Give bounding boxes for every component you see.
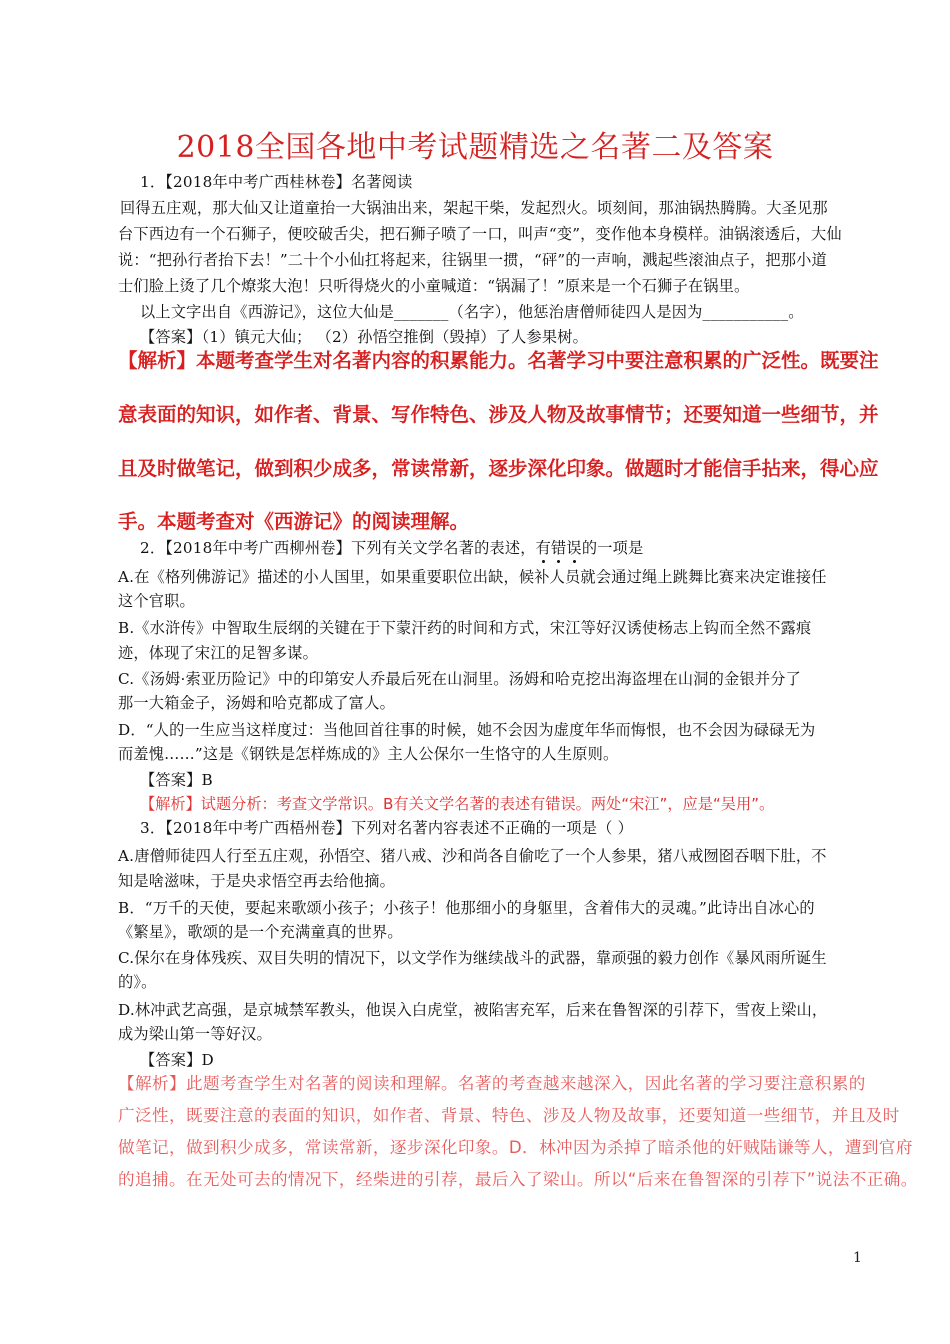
q2-heading-text: 的一项是 xyxy=(581,539,644,557)
q1-passage-line: 回得五庄观，那大仙又让道童抬一大锅油出来，架起干柴，发起烈火。顷刻间，那油锅热腾腾。大圣见那 xyxy=(120,199,828,217)
q1-analysis-line: 且及时做笔记，做到积少成多，常读常新，逐步深化印象。做题时才能信手拈来，得心应 xyxy=(118,457,879,480)
emphasis-dot-char: 有 xyxy=(535,539,552,557)
q1-analysis-line: 手。本题考查对《西游记》的阅读理解。 xyxy=(118,510,470,533)
q2-option-b: B.《水浒传》中智取生辰纲的关键在于下蒙汗药的时间和方式，宋江等好汉诱使杨志上钩而全然不露痕 xyxy=(118,619,812,637)
q2-answer: 【答案】B xyxy=(140,771,213,789)
q3-analysis-line: 广泛性，既要注意的表面的知识，如作者、背景、特色、涉及人物及故事，还要知道一些细节，并且及时 xyxy=(118,1106,900,1125)
q2-option-c-cont: 那一大箱金子，汤姆和哈克都成了富人。 xyxy=(118,694,395,712)
q1-heading: 1．【2018年中考广西桂林卷】名著阅读 xyxy=(140,173,413,191)
q2-option-d-cont: 而羞愧……”这是《钢铁是怎样炼成的》主人公保尔一生恪守的人生原则。 xyxy=(118,745,619,763)
q1-analysis-line: 【解析】本题考查学生对名著内容的积累能力。名著学习中要注意积累的广泛性。既要注 xyxy=(118,349,879,372)
q1-analysis-line: 意表面的知识，如作者、背景、写作特色、涉及人物及故事情节；还要知道一些细节，并 xyxy=(118,403,879,426)
q2-analysis: 【解析】试题分析：考查文学常识。B有关文学名著的表述有错误。两处“宋江”，应是“吴用”。 xyxy=(140,795,775,813)
page-number: 1 xyxy=(853,1250,862,1266)
q3-option-a: A.唐僧师徒四人行至五庄观，孙悟空、猪八戒、沙和尚各自偷吃了一个人参果，猪八戒囫囵吞咽下肚，不 xyxy=(118,847,827,865)
q2-option-d: D．“人的一生应当这样度过：当他回首往事的时候，她不会因为虚度年华而悔恨，也不会因为碌碌无为 xyxy=(118,721,816,739)
q3-answer: 【答案】D xyxy=(140,1051,214,1069)
q3-option-b-cont: 《繁星》，歌颂的是一个充满童真的世界。 xyxy=(118,923,403,941)
q3-option-a-cont: 知是啥滋味，于是央求悟空再去给他摘。 xyxy=(118,872,395,890)
q2-option-c: C.《汤姆·索亚历险记》中的印第安人乔最后死在山洞里。汤姆和哈克挖出海盗埋在山洞的金银并分了 xyxy=(118,670,801,688)
emphasis-dot-char: 错 xyxy=(551,539,567,557)
q3-option-d-cont: 成为梁山第一等好汉。 xyxy=(118,1025,272,1043)
q3-option-d: D.林冲武艺高强，是京城禁军教头，他误入白虎堂，被陷害充军，后来在鲁智深的引荐下，雪夜上梁山， xyxy=(118,1001,828,1019)
q1-question: 以上文字出自《西游记》，这位大仙是_______（名字），他惩治唐僧师徒四人是因为___________。 xyxy=(140,303,804,321)
q3-option-c-cont: 的》。 xyxy=(118,973,157,991)
q3-heading: 3．【2018年中考广西梧州卷】下列对名著内容表述不正确的一项是（ ） xyxy=(140,819,633,837)
q3-analysis-line: 【解析】此题考查学生对名著的阅读和理解。名著的考查越来越深入，因此名著的学习要注意积累的 xyxy=(118,1074,866,1093)
q1-answer: 【答案】（1）镇元大仙； （2）孙悟空推倒（毁掉）了人参果树。 xyxy=(140,328,589,346)
q1-passage-line: 说：“把孙行者抬下去！”二十个小仙扛将起来，往锅里一掼，“砰”的一声响，溅起些滚油点子，把那小道 xyxy=(118,251,827,269)
q1-passage-line: 士们脸上烫了几个燎浆大泡！只听得烧火的小童喊道：“锅漏了！”原来是一个石狮子在锅里。 xyxy=(118,277,750,295)
q2-option-b-cont: 迹，体现了宋江的足智多谋。 xyxy=(118,644,319,662)
q2-heading-text: 2．【2018年中考广西柳州卷】下列有关文学名著的表述， xyxy=(140,539,536,557)
q3-option-b: B．“万千的天使，要起来歌颂小孩子；小孩子！他那细小的身躯里，含着伟大的灵魂。”此诗出自冰心的 xyxy=(118,899,815,917)
q2-option-a-cont: 这个官职。 xyxy=(118,592,195,610)
emphasis-dot-char: 误 xyxy=(566,539,582,557)
q3-analysis-line: 的追捕。在无处可去的情况下，经柴进的引荐，最后入了梁山。所以“后来在鲁智深的引荐下”说法不正确。 xyxy=(118,1170,918,1189)
q1-passage-line: 台下西边有一个石狮子，便咬破舌尖，把石狮子喷了一口，叫声“变”，变作他本身模样。油锅滚透后，大仙 xyxy=(118,225,842,243)
q3-option-c: C.保尔在身体残疾、双目失明的情况下，以文学作为继续战斗的武器，靠顽强的毅力创作《暴风雨所诞生 xyxy=(118,949,827,967)
document-title: 2018全国各地中考试题精选之名著二及答案 xyxy=(176,130,774,165)
q2-heading xyxy=(140,537,870,559)
q3-analysis-line: 做笔记，做到积少成多，常读常新，逐步深化印象。D．林冲因为杀掉了暗杀他的奸贼陆谦等人，遭到官府 xyxy=(118,1138,913,1157)
q2-option-a: A.在《格列佛游记》描述的小人国里，如果重要职位出缺，候补人员就会通过绳上跳舞比赛来决定谁接任 xyxy=(118,568,827,586)
